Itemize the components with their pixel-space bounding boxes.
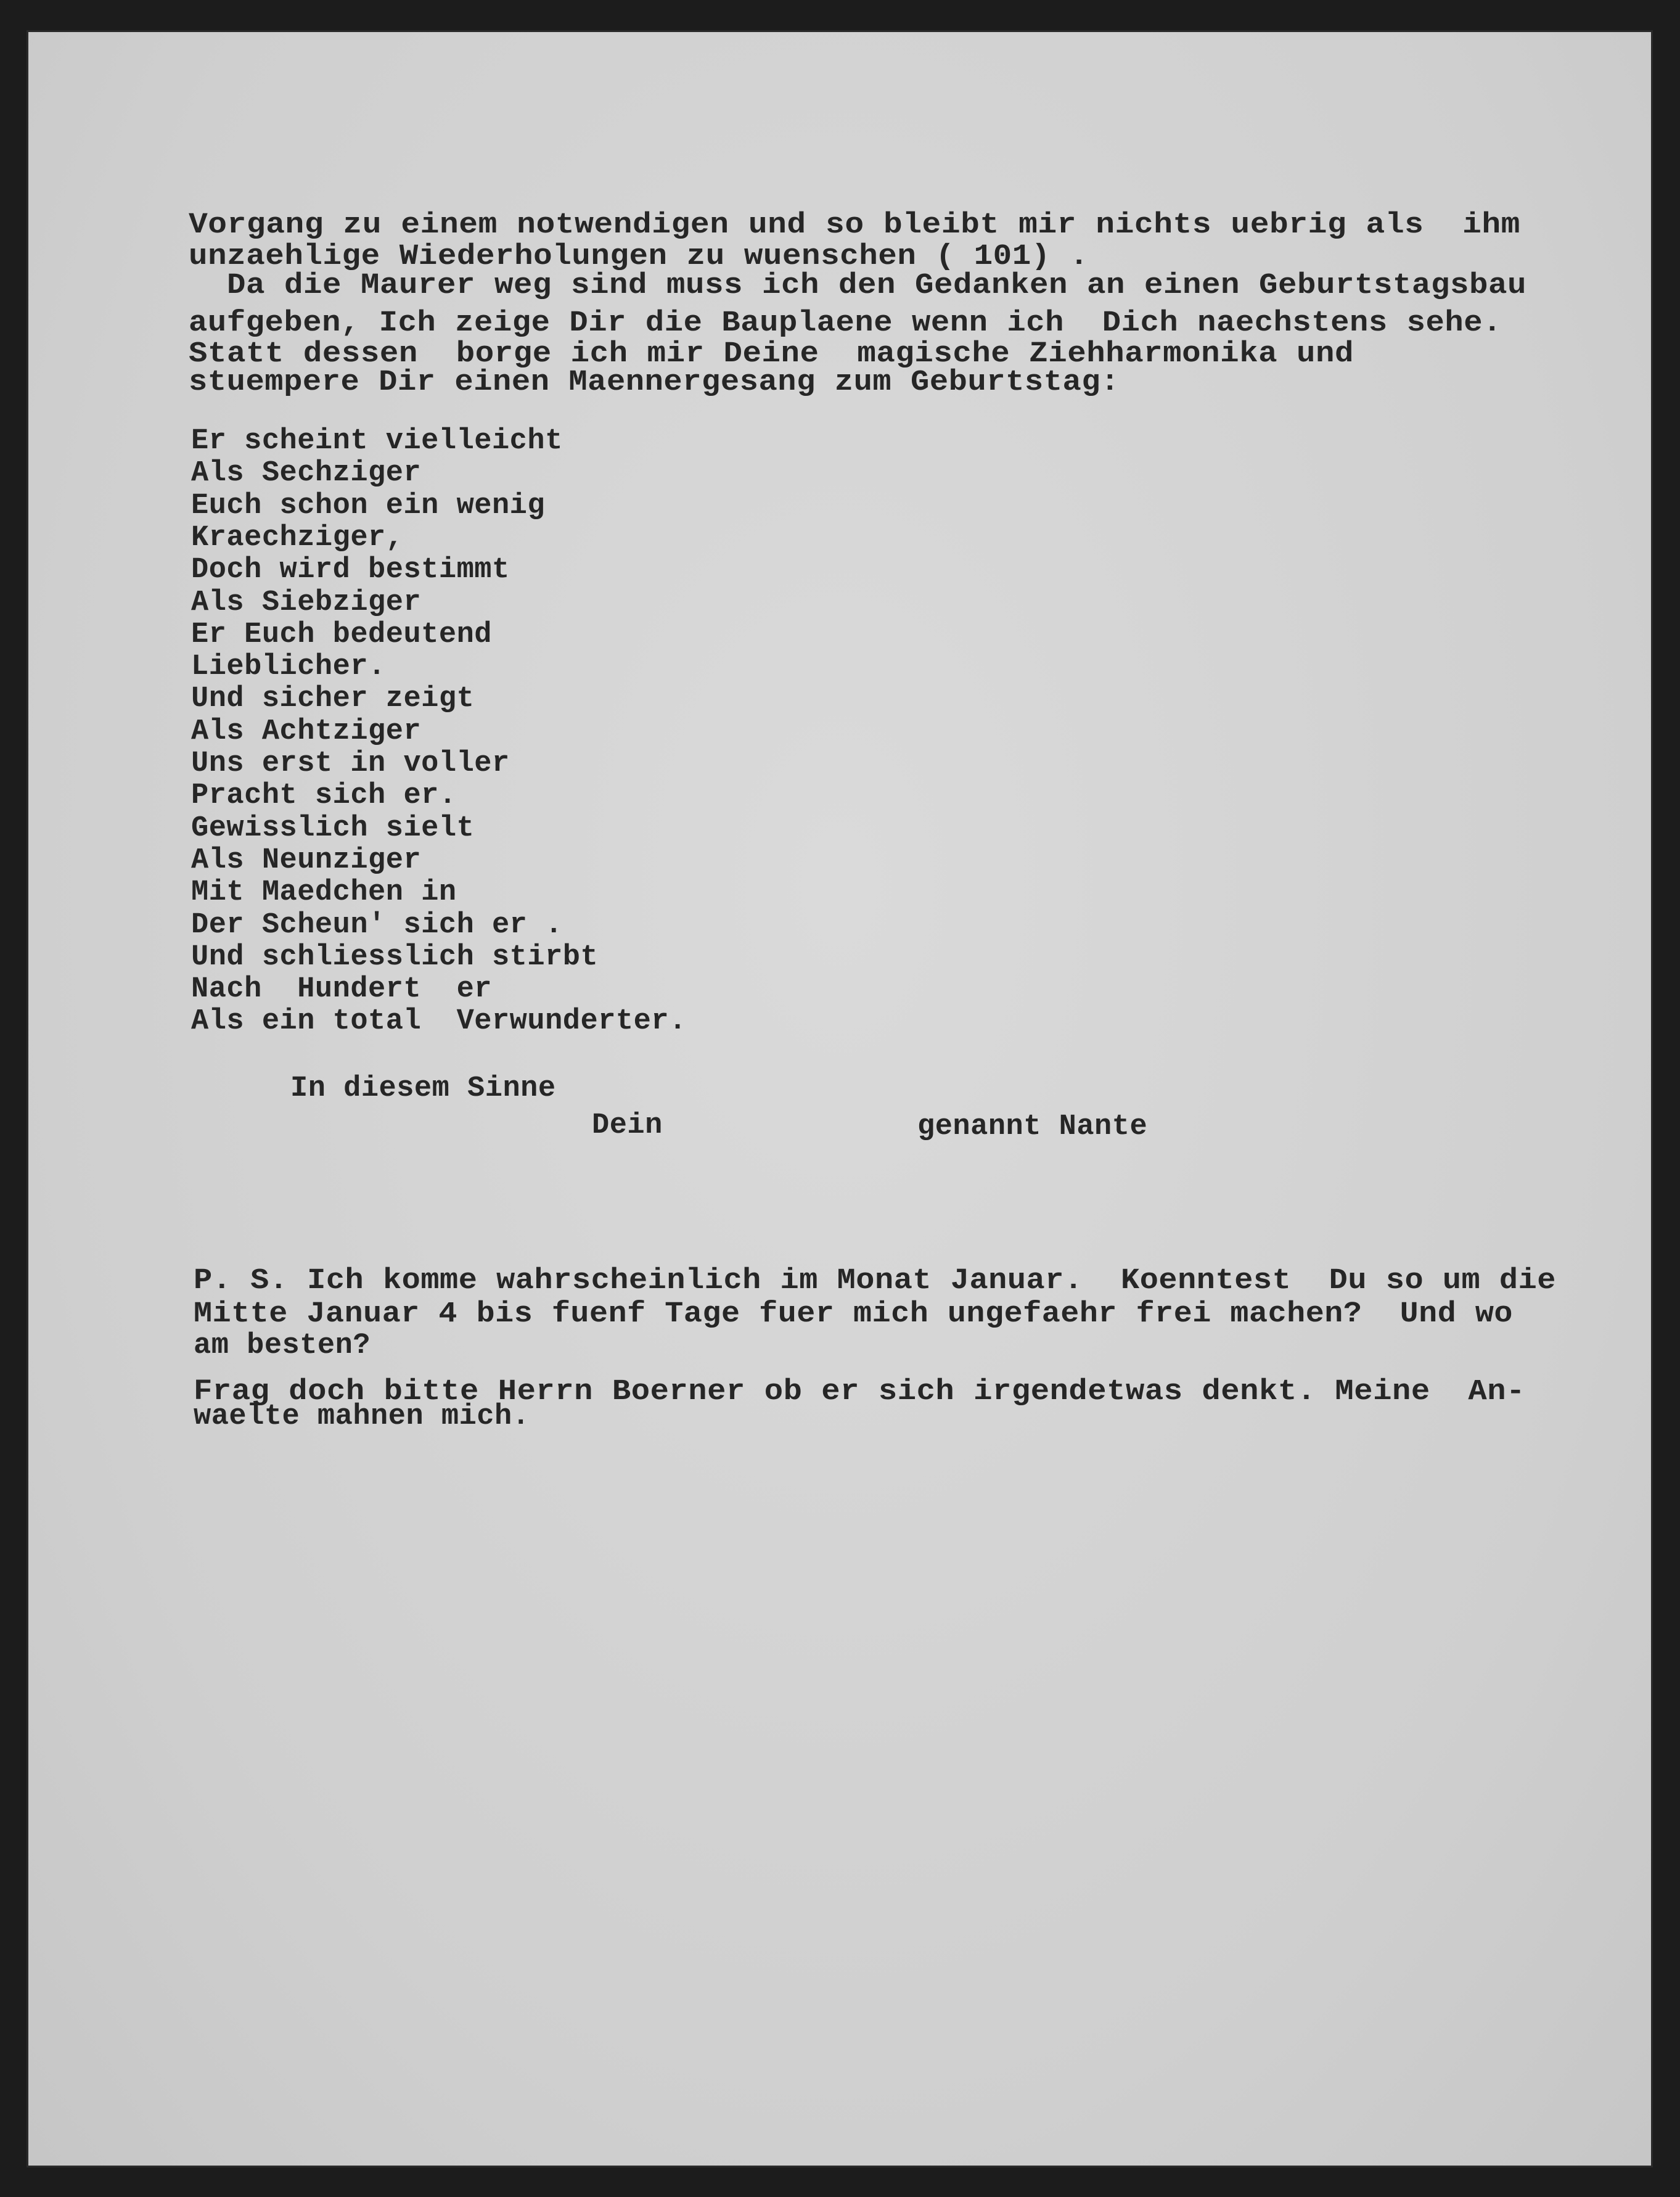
postscript-line: P. S. Ich komme wahrscheinlich im Monat Januar. Koenntest Du so um die: [194, 1265, 1556, 1297]
poem-line: Lieblicher.: [191, 651, 386, 683]
postscript-line: waelte mahnen mich.: [194, 1400, 530, 1433]
poem-line: Und sicher zeigt: [191, 683, 475, 715]
poem-line: Gewisslich sielt: [191, 812, 475, 845]
postscript-line: am besten?: [194, 1329, 371, 1362]
poem-line: Nach Hundert er: [191, 973, 492, 1006]
closing-text: In diesem Sinne: [290, 1072, 556, 1105]
signature-name: genannt Nante: [917, 1111, 1148, 1143]
typewritten-letter-page: [28, 32, 1651, 2166]
poem-line: Und schliesslich stirbt: [191, 941, 599, 974]
paragraph-line: Da die Maurer weg sind muss ich den Gedanken an einen Geburtstagsbau: [189, 269, 1526, 302]
paragraph-line: Vorgang zu einem notwendigen und so bleibt mir nichts uebrig als ihm: [189, 209, 1520, 242]
poem-line: Er scheint vielleicht: [191, 425, 563, 458]
poem-line: Als Siebziger: [191, 586, 422, 619]
poem-line: Er Euch bedeutend: [191, 618, 492, 651]
poem-line: Mit Maedchen in: [191, 876, 457, 909]
postscript-line: Mitte Januar 4 bis fuenf Tage fuer mich ungefaehr frei machen? Und wo: [194, 1298, 1513, 1331]
poem-line: Doch wird bestimmt: [191, 554, 510, 586]
poem-line: Kraechziger,: [191, 522, 404, 554]
poem-line: Als Achtziger: [191, 715, 422, 748]
paragraph-line: unzaehlige Wiederholungen zu wuenschen ( 101) .: [189, 240, 1089, 273]
postscript-line: Frag doch bitte Herrn Boerner ob er sich irgendetwas denkt. Meine An-: [194, 1376, 1525, 1408]
signature-dein: Dein: [592, 1109, 663, 1142]
poem-line: Pracht sich er.: [191, 779, 457, 812]
paragraph-line: Statt dessen borge ich mir Deine magische Ziehharmonika und: [189, 338, 1354, 371]
paragraph-line: aufgeben, Ich zeige Dir die Bauplaene wenn ich Dich naechstens sehe.: [189, 307, 1502, 340]
poem-line: Als Sechziger: [191, 457, 422, 490]
poem-line: Der Scheun' sich er .: [191, 909, 563, 942]
poem-line: Euch schon ein wenig: [191, 490, 546, 522]
poem-line: Als ein total Verwunderter.: [191, 1005, 687, 1038]
paragraph-line: stuempere Dir einen Maennergesang zum Geburtstag:: [189, 366, 1120, 399]
poem-line: Als Neunziger: [191, 844, 422, 877]
poem-line: Uns erst in voller: [191, 747, 510, 780]
